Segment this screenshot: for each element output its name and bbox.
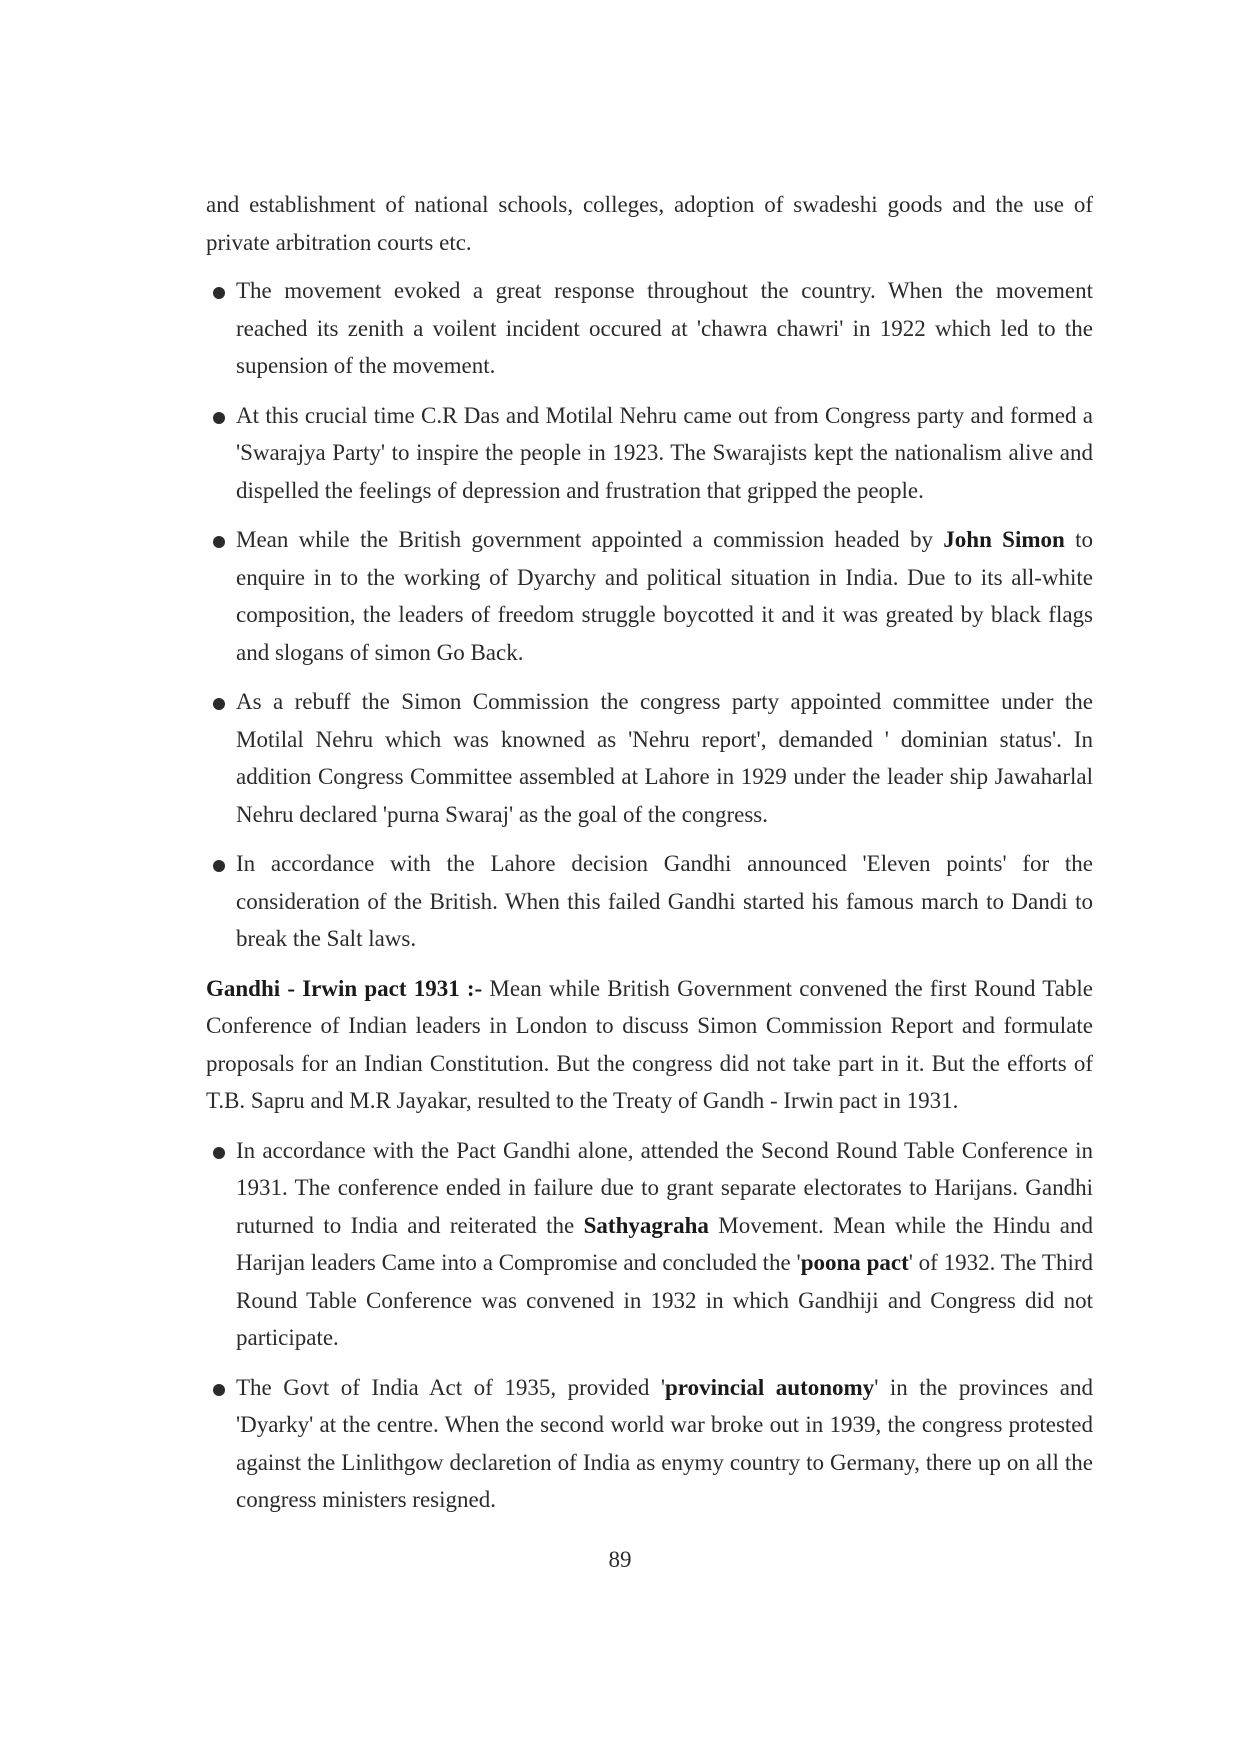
bullet-dot-icon: [213, 536, 225, 548]
bold-term-john-simon: John Simon: [943, 527, 1065, 552]
bold-term-sathyagraha: Sathyagraha: [583, 1212, 709, 1238]
bullet-dot-icon: [213, 860, 225, 872]
list-item-text: to enquire in to the working of Dyarchy and political situation in India. Due to its all-white composition, the leaders of freedom struggle boycotted it and it was greated by black flags and slogans of simon Go Back.: [236, 527, 1094, 665]
bullet-dot-icon: [213, 287, 225, 299]
bullet-dot-icon: [213, 1384, 225, 1396]
list-item-text: Movement. Mean while the Hindu and Harijan leaders Came into a Compromise and concluded the ': [236, 1212, 1093, 1275]
list-item-text: As a rebuff the Simon Commission the congress party appointed committee under the Motilal Nehru which was knowned as 'Nehru report', demanded ' dominian status'. In addition Congress Committee assembled at Lahore in 1929 under the leader ship Jawaharlal Nehru declared 'purna Swaraj' as the goal of the congress.: [236, 689, 1093, 827]
list-item: [206, 1132, 1093, 1357]
list-item: [206, 397, 1093, 510]
bullet-dot-icon: [213, 1147, 225, 1159]
bullet-list-a: [206, 272, 1093, 958]
bold-term-provincial-autonomy: provincial autonomy: [665, 1374, 875, 1400]
list-item: [206, 1369, 1093, 1519]
page-content: [206, 186, 1093, 1531]
list-item-text: At this crucial time C.R Das and Motilal Nehru came out from Congress party and formed a 'Swarajya Party' to inspire the people in 1923. The Swarajists kept the nationalism alive and dispelled the feelings of depression and frustration that gripped the people.: [236, 402, 1093, 503]
bullet-list-b: [206, 1132, 1093, 1519]
bullet-dot-icon: [213, 412, 225, 424]
list-item: [206, 521, 1093, 671]
list-item-text: ' of 1932. The Third Round Table Conference was convened in 1932 in which Gandhiji and Congress did not participate.: [236, 1250, 1093, 1350]
section-body: Mean while British Government convened the first Round Table Conference of Indian leaders in London to discuss Simon Commission Report and formulate proposals for an Indian Constitution. But the congress did not take part in it. But the efforts of T.B. Sapru and M.R Jayakar, resulted to the Treaty of Gandh - Irwin pact in 1931.: [206, 975, 1093, 1113]
list-item-text: In accordance with the Pact Gandhi alone, attended the Second Round Table Conference in 1931. The conference ended in failure due to grant separate electorates to Harijans. Gandhi ruturned to India and reiterated the: [236, 1137, 1093, 1238]
bullet-dot-icon: [213, 698, 225, 710]
section-heading: Gandhi - Irwin pact 1931 :-: [206, 975, 483, 1001]
section-paragraph: [206, 970, 1093, 1120]
list-item-text: The Govt of India Act of 1935, provided ': [236, 1374, 666, 1400]
list-item: [206, 272, 1093, 385]
list-item-text: Mean while the British government appointed a commission headed by: [236, 527, 944, 552]
list-item-text: The movement evoked a great response throughout the country. When the movement reached its zenith a voilent incident occured at 'chawra chawri' in 1922 which led to the supension of the movement.: [236, 278, 1093, 378]
bold-term-poona-pact: poona pact: [800, 1250, 909, 1275]
list-item: [206, 845, 1093, 958]
list-item: [206, 683, 1093, 833]
intro-paragraph: and establishment of national schools, colleges, adoption of swadeshi goods and the use of private arbitration courts etc.: [206, 192, 1093, 255]
page-number: 89: [608, 1547, 632, 1572]
list-item-text: In accordance with the Lahore decision Gandhi announced 'Eleven points' for the consideration of the British. When this failed Gandhi started his famous march to Dandi to break the Salt laws.: [236, 851, 1093, 951]
list-item-text: ' in the provinces and 'Dyarky' at the centre. When the second world war broke out in 1939, the congress protested against the Linlithgow declaretion of India as enymy country to Germany, there up on all the congress ministers resigned.: [236, 1374, 1093, 1512]
